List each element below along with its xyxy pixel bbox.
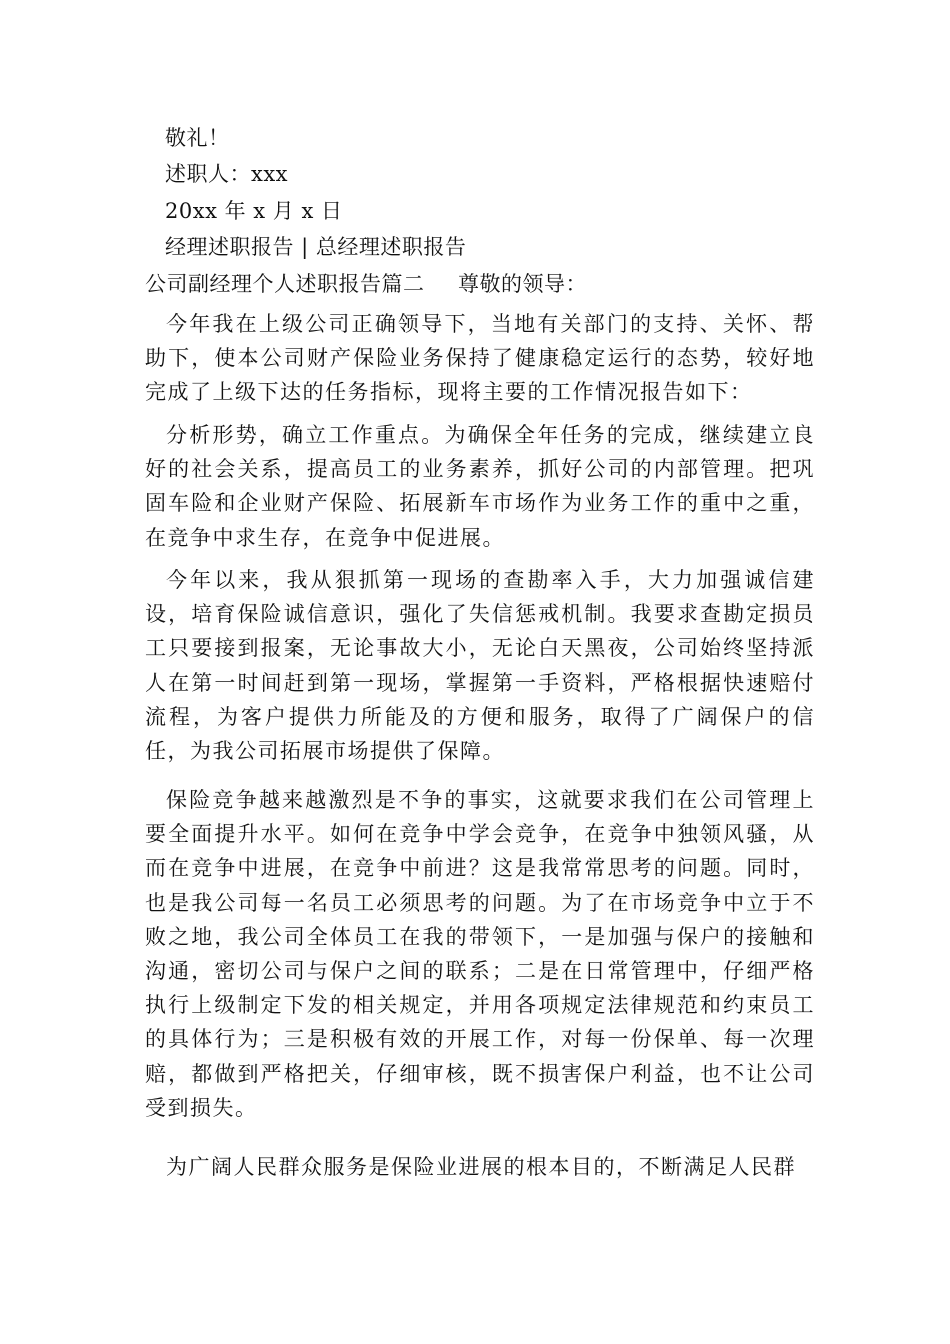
paragraph-2: 分析形势，确立工作重点。为确保全年任务的完成，继续建立良好的社会关系，提高员工的业务素养，抓好公司的内部管理。把巩固车险和企业财产保险、拓展新车市场作为业务工作的重中之重，在竞争中求生存，在竞争中促进展。 xyxy=(145,423,815,550)
paragraph-4: 保险竞争越来越激烈是不争的事实，这就要求我们在公司管理上要全面提升水平。如何在竞争中学会竞争，在竞争中独领风骚，从而在竞争中进展，在竞争中前进？这是我常常思考的问题。同时，也是我公司每一名员工必须思考的问题。为了在市场竞争中立于不败之地，我公司全体员工在我的带领下，一是加强与保户的接触和沟通，密切公司与保户之间的联系；二是在日常管理中，仔细严格执行上级制定下发的相关规定，并用各项规定法律规范和约束员工的具体行为；三是积极有效的开展工作，对每一份保单、每一次理赔，都做到严格把关，仔细审核，既不损害保户利益，也不让公司受到损失。 xyxy=(145,788,815,1120)
section-heading: 公司副经理个人述职报告篇二 xyxy=(145,272,425,296)
signer-line: 述职人：xxx xyxy=(165,162,289,186)
related-links: 经理述职报告 | 总经理述职报告 xyxy=(165,235,467,259)
date-line: 20xx 年 x 月 x 日 xyxy=(165,199,343,223)
closing-salutation: 敬礼！ xyxy=(165,126,230,150)
paragraph-3: 今年以来，我从狠抓第一现场的查勘率入手，大力加强诚信建设，培育保险诚信意识，强化了失信惩戒机制。我要求查勘定损员工只要接到报案，无论事故大小，无论白天黑夜，公司始终坚持派人在第一时间赶到第一现场，掌握第一手资料，严格根据快速赔付流程，为客户提供力所能及的方便和服务，取得了广阔保户的信任，为我公司拓展市场提供了保障。 xyxy=(145,568,815,764)
paragraph-1: 今年我在上级公司正确领导下，当地有关部门的支持、关怀、帮助下，使本公司财产保险业务保持了健康稳定运行的态势，较好地完成了上级下达的任务指标，现将主要的工作情况报告如下： xyxy=(145,312,815,405)
paragraph-5: 为广阔人民群众服务是保险业进展的根本目的，不断满足人民群 xyxy=(166,1155,796,1179)
greeting: 尊敬的领导： xyxy=(458,272,587,296)
